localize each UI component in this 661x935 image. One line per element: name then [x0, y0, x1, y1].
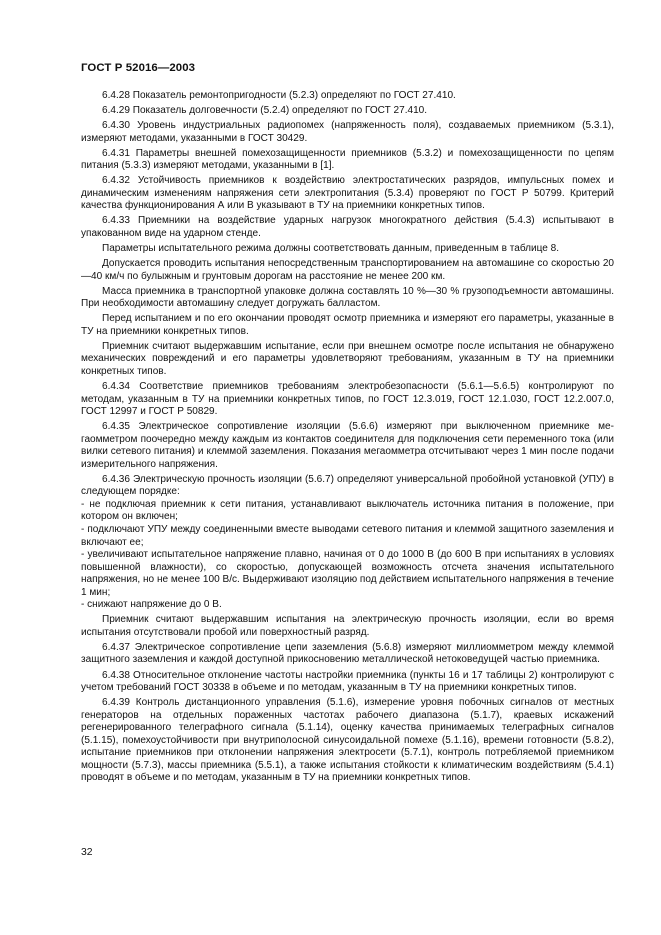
paragraph-6-4-31: 6.4.31 Параметры внешней помехозащищенности приемников (5.3.2) и помехозащищенности по цепям питания (5.3.3) измеряют методами, указанными в [1]. — [81, 147, 614, 172]
paragraph-6-4-38: 6.4.38 Относительное отклонение частоты настройки приемника (пункты 16 и 17 таблицы 2) контролируют с учетом требований ГОСТ 30338 в объеме и по методам, указанным в ТУ на приемники конкретных типов. — [81, 669, 614, 694]
paragraph-6-4-29: 6.4.29 Показатель долговечности (5.2.4) определяют по ГОСТ 27.410. — [102, 105, 428, 117]
paragraph-6-4-36: 6.4.36 Электрическую прочность изоляции (5.6.7) определяют универсальной пробойной установкой (УПУ) в следующем порядке: — [81, 473, 614, 498]
paragraph-package-mass: Масса приемника в транспортной упаковке должна составлять 10 %—30 % грузоподъемности автомашины. При необходимости автомашину следует догружать балластом. — [81, 285, 614, 310]
list-item: - подключают УПУ между соединенными вместе выводами сетевого питания и клеммой защитного заземления и включают ее; — [81, 524, 614, 548]
paragraph-6-4-33: 6.4.33 Приемники на воздействие ударных нагрузок многократного действия (5.4.3) испытывают в упакованном виде на ударном стенде. — [81, 215, 614, 239]
paragraph-6-4-32: 6.4.32 Устойчивость приемников к воздействию электростатических разрядов, импульсных помех и динамическим изменениям напряжения сети электропитания (5.3.4) проверяют по ГОСТ Р 50799. Критерий качества функционирования А или В указывают в ТУ на приемники конкретных типов. — [81, 175, 614, 212]
paragraph-transport-test: Допускается проводить испытания непосредственным транспортированием на автомашине со скоростью 20—40 км/ч по булыжным и грунтовым дорогам на расстояние не менее 200 км. — [81, 258, 614, 282]
paragraph-6-4-37: 6.4.37 Электрическое сопротивление цепи заземления (5.6.8) измеряют миллиомметром между клеммой защитного заземления и каждой доступной прикосновению металлической нетоковедущей частью приемника. — [81, 641, 614, 666]
list-item: - увеличивают испытательное напряжение плавно, начиная от 0 до 1000 В (до 600 В при испытаниях в условиях повышенной влажности), со скоростью, допускающей возможность отсчета значения испытательного напряжения, но не менее 100 В/с. Выдерживают изоляцию под действием испытательного напряжения в течение 1 мин; — [81, 549, 614, 598]
paragraph-insulation-pass: Приемник считают выдержавшим испытания на электрическую прочность изоляции, если во время испытания отсутствовали пробой или поверхностный разряд. — [81, 614, 614, 638]
paragraph-6-4-35: 6.4.35 Электрическое сопротивление изоляции (5.6.6) измеряют при выключенном приемнике мегаомметром поочередно между каждым из контактов соединителя для подключения сети переменного тока (или вилки сетевого питания) и клеммой заземления. Показания мегаомметра отсчитывают через 1 мин после подачи измерительного напряжения. — [81, 421, 614, 470]
paragraph-6-4-34: 6.4.34 Соответствие приемников требованиям электробезопасности (5.6.1—5.6.5) контролируют по методам, указанным в ТУ на приемники конкретных типов, по ГОСТ 12.3.019, ГОСТ 12.1.030, ГОСТ 12.2.007.0, ГОСТ 12997 и ГОСТ Р 50829. — [81, 380, 614, 418]
paragraph-pass-criteria: Приемник считают выдержавшим испытание, если при внешнем осмотре после испытания не обнаружено механических повреждений и его параметры удовлетворяют требованиям, указанным в ТУ на приемники конкретных типов. — [81, 340, 614, 377]
page-number: 32 — [81, 847, 93, 858]
paragraph-6-4-39: 6.4.39 Контроль дистанционного управления (5.1.6), измерение уровня побочных сигналов от местных генераторов на отдельных пораженных частотах рабочего диапазона (5.1.7), краевых искажений регенерированного телеграфного сигнала (5.1.14), оценку качества принимаемых телеграфных сигналов (5.1.15), помехоустойчивости при внутриполосной синусоидальной помехе (5.1.16), времени готовности (5.8.2), испытание приемников при отклонении напряжения электросети (5.7.1), контроль потребляемой приемником мощности (5.7.3), массы приемника (5.5.1), а также испытания стойкости к климатическим воздействиям (5.4.1) проводят в объеме и по методам, указанным в ТУ на приемники конкретных типов. — [81, 697, 614, 784]
list-item: - не подключая приемник к сети питания, устанавливают выключатель источника питания в положение, при котором он включен; — [81, 498, 614, 523]
paragraph-6-4-28: 6.4.28 Показатель ремонтопригодности (5.2.3) определяют по ГОСТ 27.410. — [102, 90, 456, 101]
document-body — [81, 90, 614, 787]
list-item: - снижают напряжение до 0 В. — [81, 599, 222, 611]
paragraph-inspection: Перед испытанием и по его окончании проводят осмотр приемника и измеряют его параметры, указанные в ТУ на приемники конкретных типов. — [81, 313, 614, 337]
paragraph-test-mode: Параметры испытательного режима должны соответствовать данным, приведенным в таблице 8. — [102, 243, 560, 255]
paragraph-6-4-30: 6.4.30 Уровень индустриальных радиопомех (напряженность поля), создаваемых приемником (5.3.1), измеряют методами, указанными в ГОСТ 30429. — [81, 120, 614, 144]
page-header-standard: ГОСТ Р 52016—2003 — [81, 62, 196, 74]
